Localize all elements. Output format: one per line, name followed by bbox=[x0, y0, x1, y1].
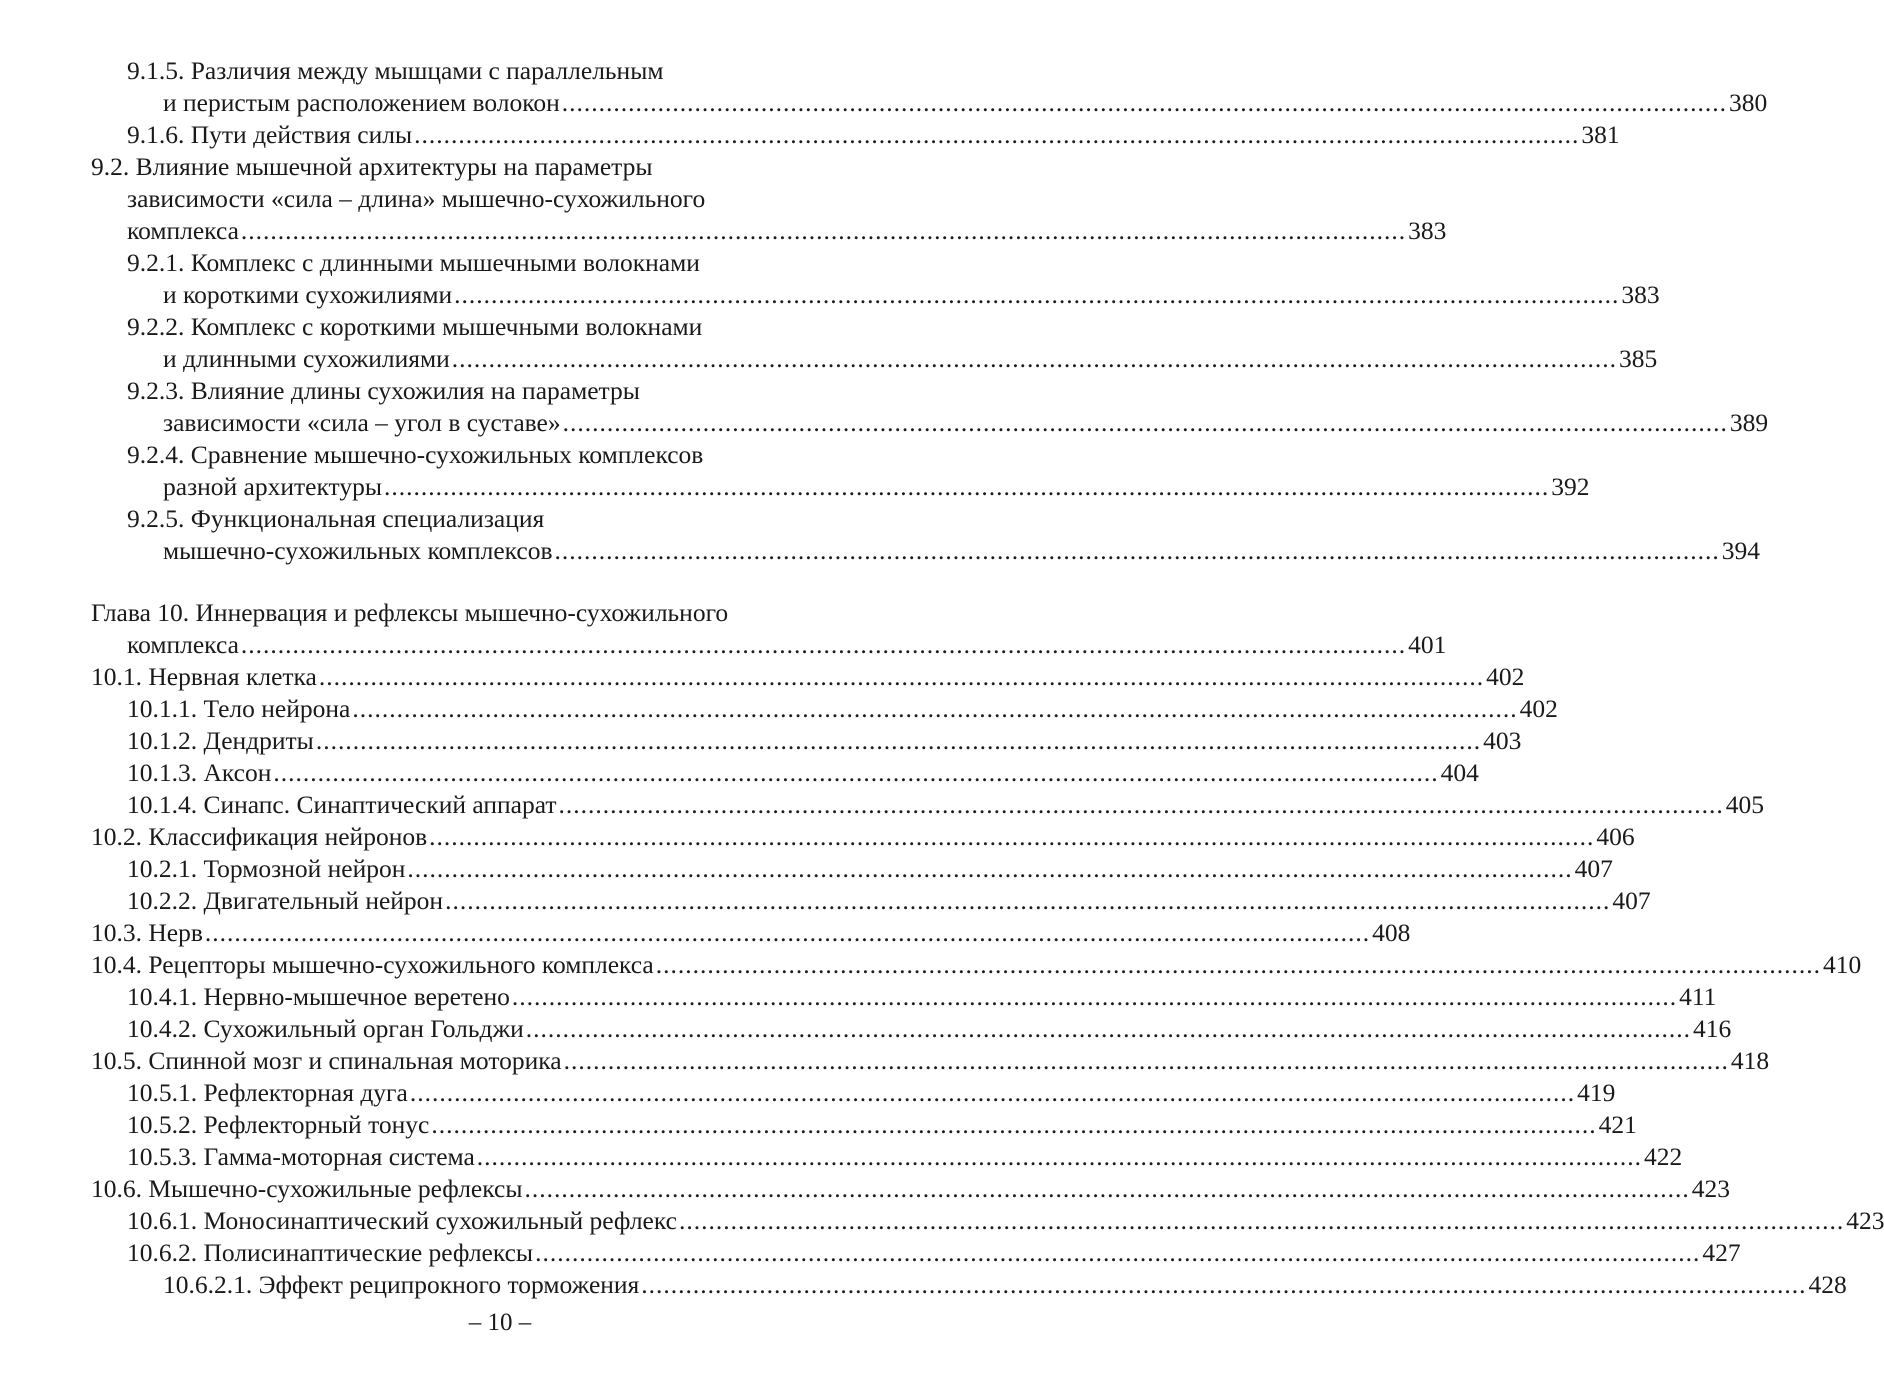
toc-entry bbox=[0, 1013, 1732, 1045]
toc-entry bbox=[0, 343, 1658, 375]
toc-entry bbox=[0, 311, 883, 343]
toc-entry-title: 10.4.1. Нервно-мышечное веретено bbox=[127, 982, 510, 1011]
toc-entry bbox=[0, 471, 1590, 503]
toc-entry bbox=[0, 1077, 1616, 1109]
dot-leader: .............................................................................................................................................................. bbox=[451, 344, 1617, 373]
toc-entry bbox=[0, 757, 1479, 789]
dot-leader: .............................................................................................................................................................. bbox=[678, 1206, 1845, 1235]
toc-page-number: 380 bbox=[1729, 88, 1768, 117]
dot-leader: .............................................................................................................................................................. bbox=[563, 1046, 1729, 1075]
toc-entry-title: 9.2.3. Влияние длины сухожилия на параметры bbox=[127, 376, 640, 405]
dot-leader: .............................................................................................................................................................. bbox=[445, 886, 1611, 915]
toc-page-number: 418 bbox=[1730, 1046, 1770, 1075]
toc-entry bbox=[0, 151, 883, 183]
toc-page-number: 427 bbox=[1702, 1238, 1741, 1267]
toc-entry bbox=[0, 1109, 1637, 1141]
toc-entry-title: 10.1.1. Тело нейрона bbox=[127, 694, 351, 723]
toc-entry bbox=[0, 789, 1765, 821]
toc-page-number: 410 bbox=[1823, 950, 1862, 979]
toc-entry bbox=[0, 1173, 1730, 1205]
toc-entry bbox=[0, 725, 1522, 757]
toc-page-number: 402 bbox=[1519, 694, 1558, 723]
toc-entry bbox=[0, 1237, 1741, 1269]
toc-page-number: 407 bbox=[1574, 854, 1613, 883]
toc-page-number: 411 bbox=[1679, 982, 1717, 1011]
toc-entry bbox=[0, 407, 1769, 439]
toc-chapter-heading bbox=[0, 597, 883, 629]
toc-entry bbox=[0, 183, 883, 215]
toc-entry bbox=[0, 439, 883, 471]
toc-entry bbox=[0, 215, 1447, 247]
toc-entry-title: 9.2.2. Комплекс с короткими мышечными волокнами bbox=[127, 312, 703, 341]
toc-entry-title: 10.2. Классификация нейронов bbox=[91, 822, 428, 851]
toc-page-number: 392 bbox=[1551, 472, 1590, 501]
toc-entry-title: 10.1.4. Синапс. Синаптический аппарат bbox=[127, 790, 557, 819]
toc-entry bbox=[0, 1141, 1683, 1173]
toc-entry-title: разной архитектуры bbox=[163, 472, 382, 501]
dot-leader: .............................................................................................................................................................. bbox=[476, 1142, 1643, 1171]
toc-entry-title: 10.5.2. Рефлекторный тонус bbox=[127, 1110, 430, 1139]
dot-leader: .............................................................................................................................................................. bbox=[524, 1174, 1690, 1203]
dot-leader: .............................................................................................................................................................. bbox=[511, 982, 1678, 1011]
toc-page-number: 423 bbox=[1846, 1206, 1884, 1235]
dot-leader: .............................................................................................................................................................. bbox=[240, 630, 1407, 659]
toc-entry-title: 10.2.2. Двигательный нейрон bbox=[127, 886, 444, 915]
toc-entry bbox=[0, 279, 1660, 311]
dot-leader: .............................................................................................................................................................. bbox=[315, 726, 1482, 755]
toc-entry-title: 10.5.1. Рефлекторная дуга bbox=[127, 1078, 408, 1107]
toc-entry-title: 10.6. Мышечно-сухожильные рефлексы bbox=[91, 1174, 523, 1203]
toc-entry bbox=[0, 981, 1717, 1013]
toc-page-number: 416 bbox=[1693, 1014, 1732, 1043]
toc-page-number: 383 bbox=[1408, 216, 1447, 245]
dot-leader: .............................................................................................................................................................. bbox=[431, 1110, 1597, 1139]
toc-entry bbox=[0, 693, 1558, 725]
toc-entry-title: зависимости «сила – длина» мышечно-сухожильного bbox=[127, 184, 706, 213]
toc-entry-title: комплекса bbox=[127, 216, 239, 245]
toc-entry bbox=[0, 1269, 1847, 1301]
toc-entry bbox=[0, 821, 1635, 853]
dot-leader: .............................................................................................................................................................. bbox=[562, 408, 1728, 437]
toc-entry-title: 9.2. Влияние мышечной архитектуры на параметры bbox=[91, 152, 653, 181]
toc-entry-title: комплекса bbox=[127, 630, 239, 659]
dot-leader: .............................................................................................................................................................. bbox=[429, 822, 1595, 851]
toc-page-number: 404 bbox=[1440, 758, 1479, 787]
toc-entry bbox=[0, 55, 883, 87]
toc-entry bbox=[0, 535, 1760, 567]
toc-entry-title: 9.1.5. Различия между мышцами с параллельным bbox=[127, 56, 664, 85]
dot-leader: .............................................................................................................................................................. bbox=[273, 758, 1439, 787]
toc-entry-title: 9.1.6. Пути действия силы bbox=[127, 120, 413, 149]
toc-entry-title: 10.1.3. Аксон bbox=[127, 758, 272, 787]
toc-entry-title: 10.6.2.1. Эффект реципрокного торможения bbox=[163, 1270, 640, 1299]
toc-page-number: 401 bbox=[1408, 630, 1447, 659]
toc-entry bbox=[0, 917, 1411, 949]
toc-page-number: 428 bbox=[1808, 1270, 1847, 1299]
toc-page-number: 389 bbox=[1729, 408, 1769, 437]
toc-entry-title: 10.1. Нервная клетка bbox=[91, 662, 317, 691]
toc-page-number: 422 bbox=[1644, 1142, 1683, 1171]
toc-entry-title: и перистым расположением волокон bbox=[163, 88, 560, 117]
dot-leader: .............................................................................................................................................................. bbox=[641, 1270, 1807, 1299]
dot-leader: .............................................................................................................................................................. bbox=[352, 694, 1518, 723]
toc-entry bbox=[0, 1205, 1884, 1237]
toc-page-number: 407 bbox=[1612, 886, 1651, 915]
dot-leader: .............................................................................................................................................................. bbox=[561, 88, 1727, 117]
toc-page-number: 383 bbox=[1621, 280, 1660, 309]
toc-entry bbox=[0, 375, 883, 407]
toc-entry bbox=[0, 853, 1613, 885]
toc-entry-title: зависимости «сила – угол в суставе» bbox=[163, 408, 561, 437]
toc-entry bbox=[0, 87, 1768, 119]
dot-leader: .............................................................................................................................................................. bbox=[204, 918, 1371, 947]
toc-page-number: 394 bbox=[1721, 536, 1760, 565]
toc-entry-title: 10.4. Рецепторы мышечно-сухожильного комплекса bbox=[91, 950, 654, 979]
dot-leader: .............................................................................................................................................................. bbox=[407, 854, 1573, 883]
dot-leader: .............................................................................................................................................................. bbox=[655, 950, 1821, 979]
toc-entry bbox=[0, 629, 1447, 661]
toc-entry-title: 10.5. Спинной мозг и спинальная моторика bbox=[91, 1046, 562, 1075]
dot-leader: .............................................................................................................................................................. bbox=[558, 790, 1724, 819]
toc-page-number: 403 bbox=[1483, 726, 1522, 755]
toc-entry-title: 10.2.1. Тормозной нейрон bbox=[127, 854, 406, 883]
toc-entry bbox=[0, 503, 883, 535]
toc-page-number: 419 bbox=[1577, 1078, 1616, 1107]
toc-entry-title: 10.4.2. Сухожильный орган Гольджи bbox=[127, 1014, 524, 1043]
toc-page-number: 402 bbox=[1486, 662, 1525, 691]
toc-page-number: 408 bbox=[1372, 918, 1411, 947]
toc-entry bbox=[0, 949, 1862, 981]
dot-leader: .............................................................................................................................................................. bbox=[383, 472, 1550, 501]
toc-entry-title: 9.2.1. Комплекс с длинными мышечными волокнами bbox=[127, 248, 700, 277]
toc-page-number: 385 bbox=[1618, 344, 1658, 373]
toc-entry bbox=[0, 1045, 1770, 1077]
toc-entry-title: 10.6.1. Моносинаптический сухожильный рефлекс bbox=[127, 1206, 677, 1235]
toc-page-number: 405 bbox=[1725, 790, 1765, 819]
toc-entry-title: 9.2.5. Функциональная специализация bbox=[127, 504, 545, 533]
toc-page-number: 381 bbox=[1581, 120, 1620, 149]
toc-entry-title: 10.5.3. Гамма-моторная система bbox=[127, 1142, 475, 1171]
toc-entry-title: 10.6.2. Полисинаптические рефлексы bbox=[127, 1238, 534, 1267]
dot-leader: .............................................................................................................................................................. bbox=[409, 1078, 1576, 1107]
dot-leader: .............................................................................................................................................................. bbox=[525, 1014, 1691, 1043]
toc-entry-title: 10.1.2. Дендриты bbox=[127, 726, 314, 755]
page-number: – 10 – bbox=[468, 1309, 532, 1336]
toc-entry-title: и короткими сухожилиями bbox=[163, 280, 453, 309]
toc-page-number: 421 bbox=[1598, 1110, 1637, 1139]
toc-entry-title: Глава 10. Иннервация и рефлексы мышечно-сухожильного bbox=[91, 598, 729, 627]
toc-page-number: 406 bbox=[1596, 822, 1635, 851]
toc-entry-title: 10.3. Нерв bbox=[91, 918, 203, 947]
dot-leader: .............................................................................................................................................................. bbox=[535, 1238, 1701, 1267]
dot-leader: .............................................................................................................................................................. bbox=[240, 216, 1407, 245]
dot-leader: .............................................................................................................................................................. bbox=[414, 120, 1580, 149]
dot-leader: .............................................................................................................................................................. bbox=[454, 280, 1620, 309]
toc-page-number: 423 bbox=[1691, 1174, 1730, 1203]
toc-entry-title: 9.2.4. Сравнение мышечно-сухожильных комплексов bbox=[127, 440, 704, 469]
toc-entry bbox=[0, 885, 1651, 917]
dot-leader: .............................................................................................................................................................. bbox=[554, 536, 1720, 565]
toc-entry bbox=[0, 661, 1525, 693]
toc-entry bbox=[0, 247, 883, 279]
toc-entry-title: и длинными сухожилиями bbox=[163, 344, 450, 373]
toc-entry bbox=[0, 119, 1620, 151]
toc-entry-title: мышечно-сухожильных комплексов bbox=[163, 536, 553, 565]
dot-leader: .............................................................................................................................................................. bbox=[318, 662, 1485, 691]
